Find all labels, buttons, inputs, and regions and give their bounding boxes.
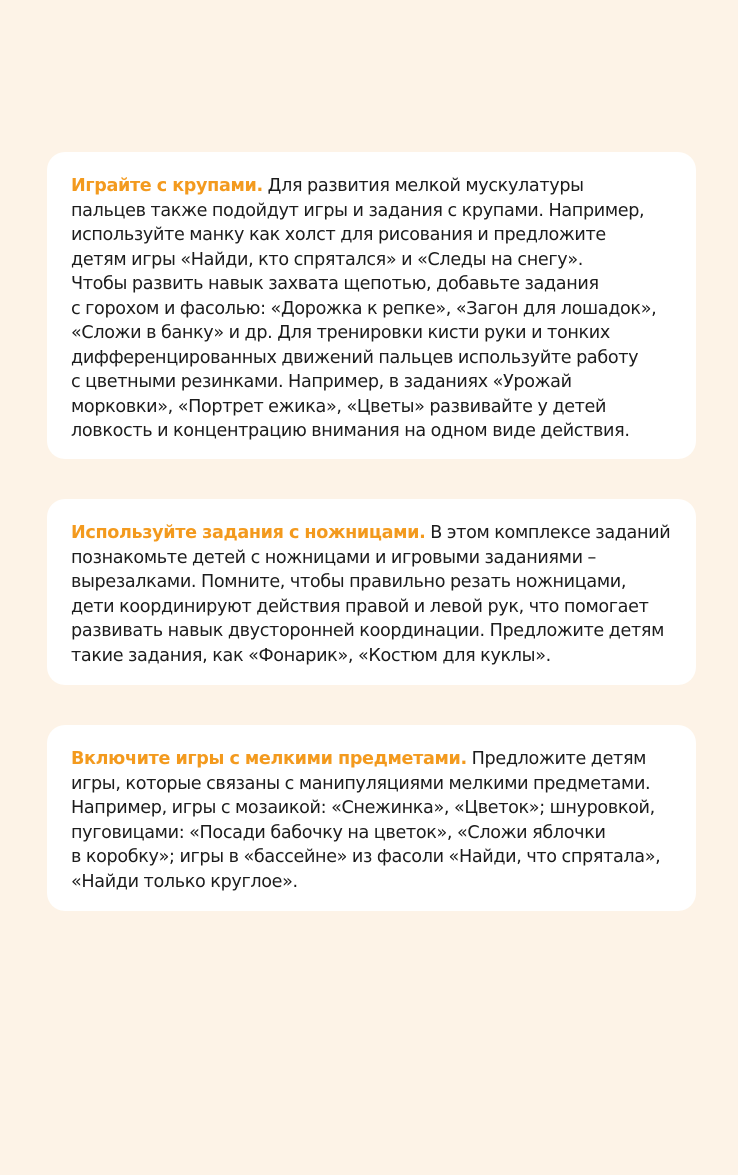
tip-heading: Включите игры с мелкими предметами.	[71, 749, 467, 769]
tip-text: Используйте задания с ножницами. В этом комплексе заданий познакомьте детей с ножницами и игровыми заданиями – вырезалками. Помните, чтобы правильно резать ножницами, дети координируют действия правой и левой рук, что помогает развивать навык двусторонней координации. Предложите детям такие задания, как «Фонарик», «Костюм для куклы».	[71, 523, 671, 666]
tip-heading: Используйте задания с ножницами.	[71, 523, 426, 543]
tip-card-cereals	[47, 152, 696, 459]
tip-heading: Играйте с крупами.	[71, 176, 263, 196]
tip-card-small-objects	[47, 725, 696, 911]
tip-text: Включите игры с мелкими предметами. Предложите детям игры, которые связаны с манипуляциями мелкими предметами. Например, игры с мозаикой: «Снежинка», «Цветок»; шнуровкой, пуговицами: «Посади бабочку на цветок», «Сложи яблочки в коробку»; игры в «бассейне» из фасоли «Найди, что спрятала», «Найди только круглое».	[71, 749, 661, 892]
tip-card-scissors	[47, 499, 696, 685]
tip-text: Играйте с крупами. Для развития мелкой мускулатуры пальцев также подойдут игры и задания с крупами. Например, используйте манку как холст для рисования и предложите детям игры «Найди, кто спрятался» и «Следы на снегу». Чтобы развить навык захвата щепотью, добавьте задания с горохом и фасолью: «Дорожка к репке», «Загон для лошадок», «Сложи в банку» и др. Для тренировки кисти руки и тонких дифференцированных движений пальцев используйте работу с цветными резинками. Например, в заданиях «Урожай морковки», «Портрет ежика», «Цветы» развивайте у детей ловкость и концентрацию внимания на одном виде действия.	[71, 176, 657, 441]
